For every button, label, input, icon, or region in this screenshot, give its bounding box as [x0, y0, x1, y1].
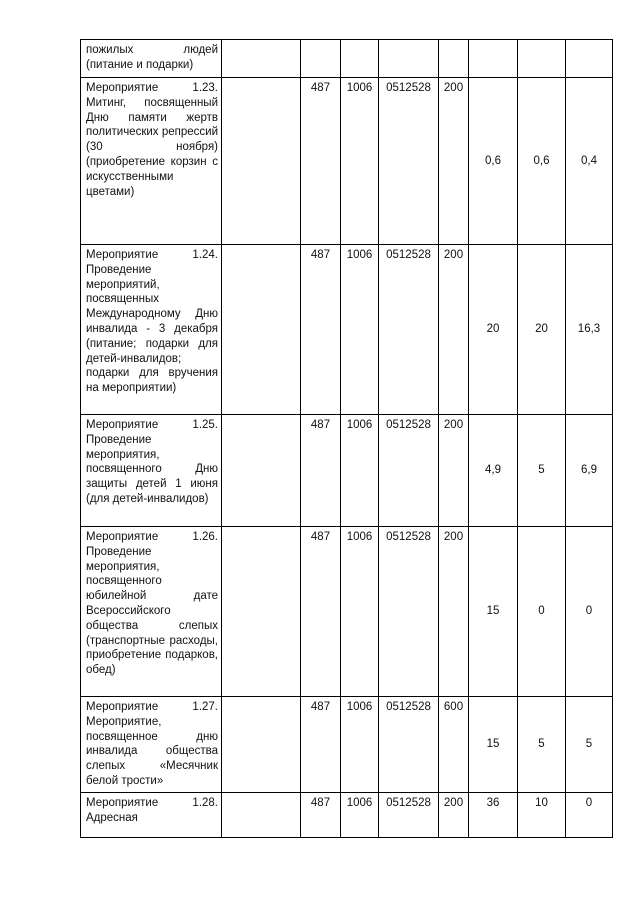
amount-year-2: 0 — [518, 527, 566, 697]
section-code: 1006 — [341, 527, 379, 697]
amount-year-1: 15 — [469, 697, 518, 793]
amount-year-3: 6,9 — [566, 415, 613, 527]
row-description: Мероприятие 1.28. Адресная — [81, 793, 222, 838]
target-article-code: 0512528 — [379, 78, 439, 245]
row-description: Мероприятие 1.24. Проведение мероприятий, посвященных Международному Дню инвалида - 3 декабря (питание; подарки для детей-инвалидов; подарки для вручения на мероприятии) — [81, 245, 222, 415]
executor-cell — [222, 245, 301, 415]
amount-year-3: 0 — [566, 527, 613, 697]
gku-code: 487 — [301, 415, 341, 527]
amount-year-1: 36 — [469, 793, 518, 838]
target-article-code: 0512528 — [379, 527, 439, 697]
row-description: пожилых людей (питание и подарки) — [81, 40, 222, 78]
amount-year-2: 10 — [518, 793, 566, 838]
expense-type-code: 200 — [439, 527, 469, 697]
expense-type-code: 600 — [439, 697, 469, 793]
amount-year-3: 5 — [566, 697, 613, 793]
amount-year-3: 0,4 — [566, 78, 613, 245]
table-row — [81, 245, 613, 415]
gku-code: 487 — [301, 527, 341, 697]
executor-cell — [222, 415, 301, 527]
row-description: Мероприятие 1.26. Проведение мероприятия, посвященного юбилейной дате Всероссийского общества слепых (транспортные расходы, приобретение подарков, обед) — [81, 527, 222, 697]
table-row — [81, 697, 613, 793]
gku-code: 487 — [301, 245, 341, 415]
table-row — [81, 78, 613, 245]
amount-year-3: 0 — [566, 793, 613, 838]
section-code: 1006 — [341, 793, 379, 838]
amount-year-2: 20 — [518, 245, 566, 415]
row-description: Мероприятие 1.27. Мероприятие, посвященное дню инвалида общества слепых «Месячник белой трости» — [81, 697, 222, 793]
amount-year-1 — [469, 40, 518, 78]
amount-year-3 — [566, 40, 613, 78]
table-row — [81, 793, 613, 838]
amount-year-3: 16,3 — [566, 245, 613, 415]
target-article-code: 0512528 — [379, 793, 439, 838]
amount-year-2: 5 — [518, 697, 566, 793]
row-description: Мероприятие 1.25. Проведение мероприятия, посвященного Дню защиты детей 1 июня (для детей-инвалидов) — [81, 415, 222, 527]
section-code: 1006 — [341, 697, 379, 793]
section-code: 1006 — [341, 415, 379, 527]
executor-cell — [222, 40, 301, 78]
row-description: Мероприятие 1.23. Митинг, посвященный Дню памяти жертв политических репрессий (30 ноября) (приобретение корзин с искусственными цветами) — [81, 78, 222, 245]
expense-type-code — [439, 40, 469, 78]
table-body — [81, 40, 613, 838]
table-row — [81, 527, 613, 697]
expense-type-code: 200 — [439, 415, 469, 527]
section-code: 1006 — [341, 245, 379, 415]
target-article-code: 0512528 — [379, 415, 439, 527]
expense-type-code: 200 — [439, 793, 469, 838]
executor-cell — [222, 697, 301, 793]
table-row — [81, 415, 613, 527]
gku-code: 487 — [301, 697, 341, 793]
table-row — [81, 40, 613, 78]
executor-cell — [222, 527, 301, 697]
amount-year-1: 4,9 — [469, 415, 518, 527]
target-article-code — [379, 40, 439, 78]
section-code — [341, 40, 379, 78]
amount-year-2: 5 — [518, 415, 566, 527]
amount-year-1: 15 — [469, 527, 518, 697]
gku-code: 487 — [301, 793, 341, 838]
target-article-code: 0512528 — [379, 245, 439, 415]
amount-year-2: 0,6 — [518, 78, 566, 245]
expense-type-code: 200 — [439, 78, 469, 245]
expense-type-code: 200 — [439, 245, 469, 415]
executor-cell — [222, 78, 301, 245]
amount-year-1: 0,6 — [469, 78, 518, 245]
gku-code — [301, 40, 341, 78]
amount-year-1: 20 — [469, 245, 518, 415]
amount-year-2 — [518, 40, 566, 78]
gku-code: 487 — [301, 78, 341, 245]
executor-cell — [222, 793, 301, 838]
target-article-code: 0512528 — [379, 697, 439, 793]
budget-table — [80, 39, 613, 838]
section-code: 1006 — [341, 78, 379, 245]
